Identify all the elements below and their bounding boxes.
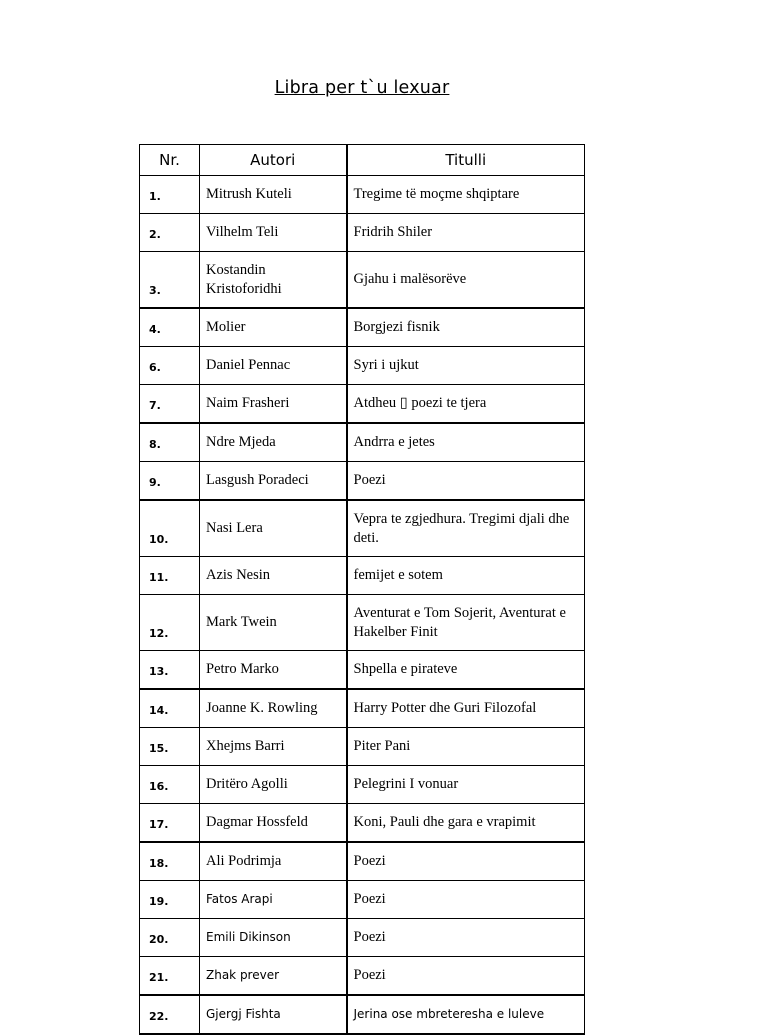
row-author: Zhak prever — [200, 957, 347, 996]
row-author: Dagmar Hossfeld — [200, 804, 347, 843]
row-number: 1. — [140, 176, 200, 214]
row-number: 14. — [140, 689, 200, 728]
table-row — [140, 500, 585, 557]
header-nr: Nr. — [140, 145, 200, 176]
table-row — [140, 423, 585, 462]
row-title: Fridrih Shiler — [347, 214, 585, 252]
row-number: 20. — [140, 919, 200, 957]
books-table — [139, 144, 585, 1035]
page-title: Libra per t`u lexuar — [274, 78, 450, 98]
row-number: 4. — [140, 308, 200, 347]
row-author: Fatos Arapi — [200, 881, 347, 919]
table-row — [140, 728, 585, 766]
row-author: Lasgush Poradeci — [200, 462, 347, 501]
row-author: Xhejms Barri — [200, 728, 347, 766]
row-title: Andrra e jetes — [347, 423, 585, 462]
row-author: Mark Twein — [200, 595, 347, 651]
row-number: 2. — [140, 214, 200, 252]
row-title: Atdheu ▯ poezi te tjera — [347, 385, 585, 424]
row-title: femijet e sotem — [347, 557, 585, 595]
row-title: Poezi — [347, 919, 585, 957]
row-title: Poezi — [347, 462, 585, 501]
row-author: Ndre Mjeda — [200, 423, 347, 462]
row-author: Azis Nesin — [200, 557, 347, 595]
table-row — [140, 651, 585, 690]
row-author: Petro Marko — [200, 651, 347, 690]
row-author: Naim Frasheri — [200, 385, 347, 424]
table-row — [140, 957, 585, 996]
row-title: Koni, Pauli dhe gara e vrapimit — [347, 804, 585, 843]
table-row — [140, 842, 585, 881]
header-author: Autori — [200, 145, 347, 176]
row-author: Ali Podrimja — [200, 842, 347, 881]
row-title: Harry Potter dhe Guri Filozofal — [347, 689, 585, 728]
row-title: Piter Pani — [347, 728, 585, 766]
row-number: 3. — [140, 252, 200, 309]
row-number: 16. — [140, 766, 200, 804]
row-title: Poezi — [347, 842, 585, 881]
row-number: 13. — [140, 651, 200, 690]
row-title: Poezi — [347, 957, 585, 996]
table-row — [140, 995, 585, 1034]
table-row — [140, 347, 585, 385]
row-title: Vepra te zgjedhura. Tregimi djali dhe deti. — [347, 500, 585, 557]
table-row — [140, 804, 585, 843]
row-number: 7. — [140, 385, 200, 424]
row-title: Borgjezi fisnik — [347, 308, 585, 347]
table-row — [140, 919, 585, 957]
row-title: Shpella e pirateve — [347, 651, 585, 690]
row-author: Dritëro Agolli — [200, 766, 347, 804]
row-title: Poezi — [347, 881, 585, 919]
table-row — [140, 252, 585, 309]
row-title: Gjahu i malësorëve — [347, 252, 585, 309]
row-number: 21. — [140, 957, 200, 996]
row-number: 6. — [140, 347, 200, 385]
table-row — [140, 689, 585, 728]
row-number: 18. — [140, 842, 200, 881]
table-row — [140, 462, 585, 501]
row-author: Kostandin Kristoforidhi — [200, 252, 347, 309]
table-row — [140, 214, 585, 252]
row-title: Aventurat e Tom Sojerit, Aventurat e Hakelber Finit — [347, 595, 585, 651]
table-row — [140, 557, 585, 595]
row-number: 10. — [140, 500, 200, 557]
row-title: Tregime të moçme shqiptare — [347, 176, 585, 214]
row-author: Nasi Lera — [200, 500, 347, 557]
row-number: 15. — [140, 728, 200, 766]
table-header-row — [140, 145, 585, 176]
table-row — [140, 766, 585, 804]
table-row — [140, 385, 585, 424]
row-number: 9. — [140, 462, 200, 501]
row-author: Joanne K. Rowling — [200, 689, 347, 728]
row-author: Vilhelm Teli — [200, 214, 347, 252]
row-number: 17. — [140, 804, 200, 843]
row-title: Syri i ujkut — [347, 347, 585, 385]
row-author: Daniel Pennac — [200, 347, 347, 385]
table-row — [140, 308, 585, 347]
table-row — [140, 595, 585, 651]
table-row — [140, 176, 585, 214]
row-number: 11. — [140, 557, 200, 595]
row-title: Jerina ose mbreteresha e luleve — [347, 995, 585, 1034]
row-number: 22. — [140, 995, 200, 1034]
row-number: 12. — [140, 595, 200, 651]
row-author: Mitrush Kuteli — [200, 176, 347, 214]
row-author: Gjergj Fishta — [200, 995, 347, 1034]
header-title: Titulli — [347, 145, 585, 176]
row-number: 8. — [140, 423, 200, 462]
row-author: Emili Dikinson — [200, 919, 347, 957]
table-row — [140, 881, 585, 919]
row-author: Molier — [200, 308, 347, 347]
row-number: 19. — [140, 881, 200, 919]
row-title: Pelegrini I vonuar — [347, 766, 585, 804]
